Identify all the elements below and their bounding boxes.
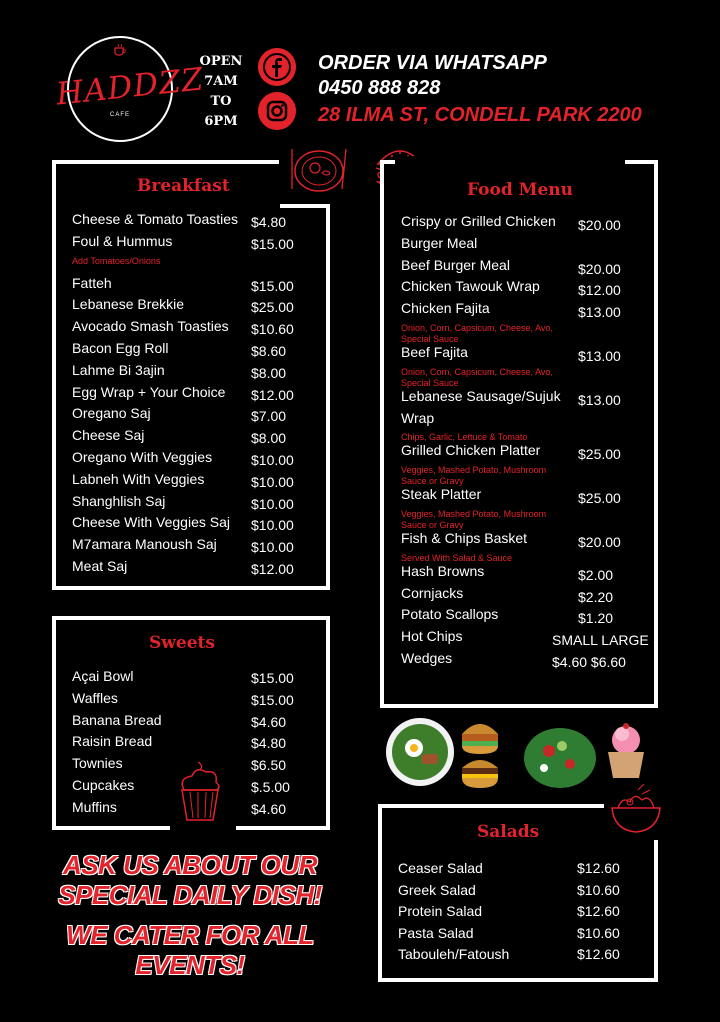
menu-item-name: Cheese With Veggies Saj [72,514,230,531]
menu-item-name: Cheese Saj [72,427,145,444]
sweets-title: Sweets [149,633,215,653]
menu-item-price: $10.60 [577,924,620,941]
menu-item-name: Fatteh [72,274,112,291]
menu-item-name: Muffins [72,798,117,815]
food-photos [384,716,652,792]
item-note: Chips, Garlic, Lettuce & Tomato [401,432,528,443]
menu-item-price: $13.00 [578,391,621,408]
item-note: Sauce or Gravy [401,476,464,487]
menu-item-name: Egg Wrap + Your Choice [72,383,226,400]
burger-photos [462,724,498,788]
item-note: Onion, Corn, Capsicum, Cheese, Avo, [401,366,553,377]
food-menu-title: Food Menu [467,180,573,200]
menu-item-price: $8.00 [251,364,287,381]
item-note: Add Tomatoes/Onions [72,255,161,266]
menu-item-name: Foul & Hummus [72,232,173,249]
salad-photo [524,728,596,788]
menu-item-price: $13.00 [578,304,621,321]
cupcake-icon [176,760,224,824]
menu-item-name: Chicken Tawouk Wrap [401,278,540,295]
hours-line: 6PM [204,114,238,129]
menu-item-name: Chicken Fajita [401,300,490,317]
menu-item-name: Hot Chips [401,628,463,645]
menu-item-name: Raisin Bread [72,733,153,750]
menu-item-price: $15.00 [251,670,294,686]
menu-item-price: $25.00 [578,446,621,463]
menu-item-price: $20.00 [578,217,621,233]
menu-item-name: Wedges [401,650,453,666]
logo-text: HADDZZ [54,61,206,113]
menu-item-name: M7amara Manoush Saj [72,536,217,553]
menu-item-name: Banana Bread [72,711,162,728]
item-note: Sauce or Gravy [401,520,464,530]
menu-item-price: $15.00 [251,235,294,252]
hours-line: TO [210,94,232,109]
menu-item-name: Potato Scallops [401,606,499,623]
menu-item-price: $2.20 [578,588,614,605]
menu-item-price: $4.60 [251,713,287,730]
menu-item-price: $13.00 [578,348,621,364]
plated-meal-photo [386,718,454,786]
breakfast-plate-icon [288,143,350,195]
menu-item-name: Waffles [72,689,118,706]
menu-item-price: $8.00 [251,430,287,447]
menu-item-price: $10.00 [251,539,294,556]
menu-item-name: Lebanese Sausage/Sujuk [401,387,561,404]
menu-item-price: $20.00 [578,534,621,550]
menu-item-name: Oregano Saj [72,405,151,422]
menu-item-price: $25.00 [251,299,294,316]
menu-item-price: $12.00 [251,386,294,403]
menu-item-price: $20.00 [578,260,621,277]
promo-line: SPECIAL DAILY DISH! [58,880,322,910]
menu-item-name: Tabouleh/Fatoush [398,946,510,962]
opening-hours [195,52,247,132]
menu-item-name: Lahme Bi 3ajin [72,361,165,378]
menu-item-name: Oregano With Veggies [72,449,213,465]
menu-item-price: $4.60 [251,800,287,817]
hours-line: 7AM [204,74,238,89]
facebook-icon[interactable] [258,48,296,86]
menu-item-name: Cupcakes [72,777,135,793]
menu-item-name: Beef Fajita [401,344,468,360]
menu-item-name: Shanghlish Saj [72,492,166,509]
promo-line: EVENTS! [135,950,245,980]
menu-item-name: Fish & Chips Basket [401,530,528,546]
menu-item-price: $10.00 [251,495,294,512]
menu-item-name: Burger Meal [401,234,478,251]
menu-item-price: $10.00 [251,452,294,468]
address: 28 ILMA ST, CONDELL PARK 2200 [318,104,642,126]
salad-bowl-icon [608,784,664,836]
menu-item-name: Protein Salad [398,903,483,919]
menu-item-price: $25.00 [578,490,621,507]
cup-icon [113,44,127,56]
menu-item-price: $12.60 [577,860,620,876]
menu-item-price: $15.00 [251,277,294,294]
salads-title: Salads [477,822,540,842]
menu-item-name: Pasta Salad [398,924,474,941]
menu-item-name: Greek Salad [398,881,476,898]
menu-item-name: Labneh With Veggies [72,470,205,487]
promo-line: WE CATER FOR ALL [66,920,314,950]
menu-item-name: Wrap [401,409,435,426]
phone-number[interactable]: 0450 888 828 [318,77,441,99]
menu-item-price: $.5.00 [251,779,290,795]
logo-cafe-label: CAFE [109,112,130,118]
menu-item-name: Crispy or Grilled Chicken [401,213,556,229]
menu-item-name: Cornjacks [401,584,464,601]
menu-item-price: $8.60 [251,343,287,359]
promo-line: ASK US ABOUT OUR [63,850,317,880]
menu-item-name: Steak Platter [401,486,482,503]
menu-item-name: Grilled Chicken Platter [401,442,541,459]
menu-item-price: $12.00 [578,282,621,299]
menu-item-name: Bacon Egg Roll [72,340,169,356]
menu-item-price: $12.00 [251,561,294,577]
menu-item-name: Lebanese Brekkie [72,296,185,313]
menu-item-price: $15.00 [251,691,294,708]
hours-line: OPEN [199,54,243,69]
menu-item-price: $6.50 [251,757,287,774]
menu-item-price: $10.00 [251,517,294,534]
menu-item-price: $12.60 [577,903,620,919]
menu-item-name: Avocado Smash Toasties [72,318,229,335]
menu-item-name: Beef Burger Meal [401,256,510,273]
menu-item-name: Açai Bowl [72,668,134,684]
item-note: Veggies, Mashed Potato, Mushroom [401,465,547,476]
menu-item-price: $2.00 [578,566,614,583]
menu-item-price: $12.60 [577,946,620,962]
menu-item-name: Townies [72,755,123,772]
item-note: Served With Salad & Sauce [401,552,513,563]
item-note: Onion, Corn, Capsicum, Cheese, Avo, [401,323,553,333]
menu-item-price: $10.60 [577,881,620,898]
menu-item-price: $10.00 [251,473,294,490]
instagram-icon[interactable] [258,92,296,130]
menu-item-price: $10.60 [251,321,294,338]
item-note: Special Sauce [401,334,459,344]
menu-item-price: SMALL LARGE [552,632,649,649]
menu-item-name: Meat Saj [72,558,128,574]
menu-item-price: $4.60 $6.60 [552,654,626,670]
menu-item-price: $7.00 [251,408,287,425]
menu-item-price: $4.80 [251,214,287,230]
menu-item-name: Hash Browns [401,562,485,579]
menu-item-name: Ceaser Salad [398,860,483,876]
breakfast-title: Breakfast [137,176,230,196]
item-note: Special Sauce [401,377,459,388]
menu-item-price: $4.80 [251,735,287,752]
item-note: Veggies, Mashed Potato, Mushroom [401,509,547,519]
menu-item-price: $1.20 [578,610,614,627]
order-title: ORDER VIA WHATSAPP [318,52,547,74]
menu-item-name: Cheese & Tomato Toasties [72,211,239,227]
cupcake-photo [608,723,644,778]
